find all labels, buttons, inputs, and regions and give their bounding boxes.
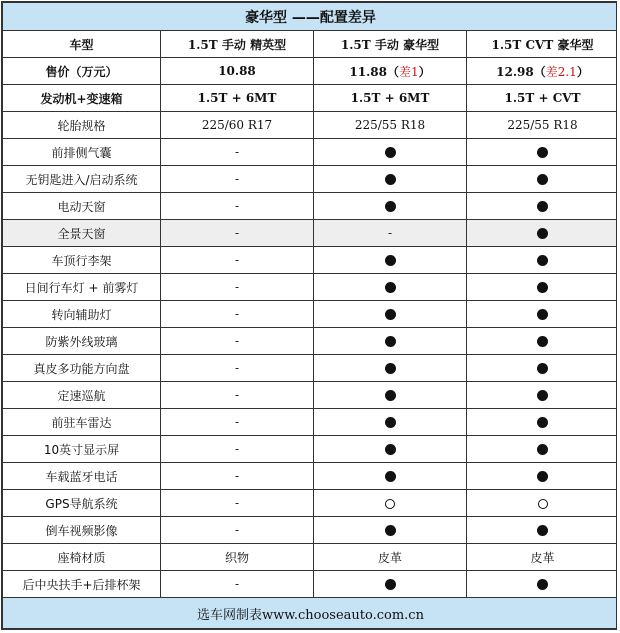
feature-name: GPS导航系统 — [3, 490, 161, 517]
feature-value — [314, 301, 467, 328]
standard-dot-icon — [537, 579, 548, 590]
standard-dot-icon — [537, 174, 548, 185]
standard-dot-icon — [537, 363, 548, 374]
feature-value — [314, 571, 467, 598]
table-row — [3, 463, 618, 490]
price-cell: 11.88（差1） — [314, 58, 467, 85]
feature-name: 后中央扶手+后排杯架 — [3, 571, 161, 598]
standard-dot-icon — [537, 282, 548, 293]
feature-value — [314, 139, 467, 166]
model-name: 1.5T 手动 豪华型 — [314, 31, 467, 58]
price-value: 12.98 — [496, 64, 534, 79]
table-title-row — [3, 3, 618, 31]
table-row — [3, 112, 618, 139]
feature-value — [467, 409, 618, 436]
feature-name: 定速巡航 — [3, 382, 161, 409]
standard-dot-icon — [537, 390, 548, 401]
feature-value — [314, 166, 467, 193]
feature-value: 皮革 — [467, 544, 618, 571]
feature-value: - — [161, 517, 314, 544]
table-row — [3, 355, 618, 382]
feature-value: 225/60 R17 — [161, 112, 314, 139]
table-row — [3, 436, 618, 463]
model-name: 1.5T CVT 豪华型 — [467, 31, 618, 58]
table-row — [3, 328, 618, 355]
config-comparison-table — [2, 2, 617, 629]
standard-dot-icon — [385, 309, 396, 320]
standard-dot-icon — [385, 336, 396, 347]
feature-name: 全景天窗 — [3, 220, 161, 247]
standard-dot-icon — [537, 228, 548, 239]
feature-value — [314, 382, 467, 409]
table-row — [3, 166, 618, 193]
feature-name: 车载蓝牙电话 — [3, 463, 161, 490]
standard-dot-icon — [537, 201, 548, 212]
model-name: 1.5T 手动 精英型 — [161, 31, 314, 58]
feature-value — [314, 328, 467, 355]
powertrain-value: 1.5T + CVT — [467, 85, 618, 112]
feature-name: 无钥匙进入/启动系统 — [3, 166, 161, 193]
footer-credit: 选车网制表www.chooseauto.com.cn — [3, 598, 618, 629]
feature-name: 轮胎规格 — [3, 112, 161, 139]
feature-value: 皮革 — [314, 544, 467, 571]
table-row — [3, 301, 618, 328]
feature-value: - — [161, 166, 314, 193]
optional-circle-icon — [538, 499, 548, 509]
feature-value — [467, 517, 618, 544]
feature-name: 日间行车灯 + 前雾灯 — [3, 274, 161, 301]
table-row — [3, 382, 618, 409]
standard-dot-icon — [385, 363, 396, 374]
standard-dot-icon — [537, 147, 548, 158]
feature-value — [467, 166, 618, 193]
table-row — [3, 571, 618, 598]
comparison-frame — [1, 1, 617, 630]
feature-value — [467, 220, 618, 247]
table-row — [3, 490, 618, 517]
powertrain-value: 1.5T + 6MT — [161, 85, 314, 112]
feature-value: - — [161, 382, 314, 409]
feature-name: 10英寸显示屏 — [3, 436, 161, 463]
feature-value — [467, 463, 618, 490]
feature-value — [314, 436, 467, 463]
feature-value: - — [161, 436, 314, 463]
feature-value — [314, 463, 467, 490]
feature-name: 车顶行李架 — [3, 247, 161, 274]
feature-value — [467, 436, 618, 463]
optional-circle-icon — [385, 499, 395, 509]
feature-name: 真皮多功能方向盘 — [3, 355, 161, 382]
feature-value — [314, 409, 467, 436]
price-diff: 差2.1 — [545, 64, 577, 79]
price-label: 售价（万元） — [3, 58, 161, 85]
feature-name: 防紫外线玻璃 — [3, 328, 161, 355]
feature-value — [467, 382, 618, 409]
standard-dot-icon — [537, 444, 548, 455]
standard-dot-icon — [537, 525, 548, 536]
feature-value: 225/55 R18 — [314, 112, 467, 139]
feature-value: - — [161, 247, 314, 274]
price-cell — [161, 58, 314, 85]
model-header-label: 车型 — [3, 31, 161, 58]
feature-value — [314, 274, 467, 301]
feature-value: - — [161, 571, 314, 598]
standard-dot-icon — [385, 201, 396, 212]
feature-value: - — [314, 220, 467, 247]
feature-value: - — [161, 490, 314, 517]
standard-dot-icon — [385, 147, 396, 158]
standard-dot-icon — [385, 174, 396, 185]
standard-dot-icon — [385, 471, 396, 482]
feature-value — [314, 490, 467, 517]
feature-value: - — [161, 301, 314, 328]
feature-value: - — [161, 463, 314, 490]
feature-value — [314, 193, 467, 220]
price-cell: 12.98（差2.1） — [467, 58, 618, 85]
standard-dot-icon — [385, 282, 396, 293]
feature-value — [467, 247, 618, 274]
feature-value — [314, 517, 467, 544]
feature-value — [467, 571, 618, 598]
feature-value — [467, 193, 618, 220]
standard-dot-icon — [385, 579, 396, 590]
feature-value — [467, 355, 618, 382]
model-header-row — [3, 31, 618, 58]
table-row — [3, 274, 618, 301]
standard-dot-icon — [385, 390, 396, 401]
feature-name: 转向辅助灯 — [3, 301, 161, 328]
standard-dot-icon — [385, 444, 396, 455]
price-value: 11.88 — [349, 64, 387, 79]
feature-value — [467, 328, 618, 355]
table-title: 豪华型 ——配置差异 — [3, 3, 618, 31]
table-row — [3, 517, 618, 544]
feature-value: - — [161, 274, 314, 301]
feature-name: 电动天窗 — [3, 193, 161, 220]
footer-row — [3, 598, 618, 629]
table-row — [3, 139, 618, 166]
feature-value — [467, 301, 618, 328]
feature-name: 前排侧气囊 — [3, 139, 161, 166]
standard-dot-icon — [385, 417, 396, 428]
feature-value: - — [161, 355, 314, 382]
table-row — [3, 247, 618, 274]
table-row — [3, 409, 618, 436]
feature-value — [467, 490, 618, 517]
standard-dot-icon — [537, 417, 548, 428]
standard-dot-icon — [537, 255, 548, 266]
standard-dot-icon — [537, 309, 548, 320]
powertrain-value: 1.5T + 6MT — [314, 85, 467, 112]
feature-value: 225/55 R18 — [467, 112, 618, 139]
feature-value — [314, 247, 467, 274]
price-value: 10.88 — [218, 64, 256, 78]
standard-dot-icon — [537, 336, 548, 347]
feature-name: 倒车视频影像 — [3, 517, 161, 544]
price-row — [3, 58, 618, 85]
feature-value: - — [161, 139, 314, 166]
feature-value: 织物 — [161, 544, 314, 571]
table-row — [3, 220, 618, 247]
table-row — [3, 193, 618, 220]
powertrain-label: 发动机+变速箱 — [3, 85, 161, 112]
feature-value: - — [161, 328, 314, 355]
feature-value — [467, 139, 618, 166]
standard-dot-icon — [385, 525, 396, 536]
standard-dot-icon — [385, 255, 396, 266]
feature-name: 座椅材质 — [3, 544, 161, 571]
powertrain-row — [3, 85, 618, 112]
feature-value: - — [161, 220, 314, 247]
standard-dot-icon — [537, 471, 548, 482]
feature-value: - — [161, 193, 314, 220]
feature-value — [467, 274, 618, 301]
feature-value — [314, 355, 467, 382]
price-diff: 差1 — [398, 64, 419, 79]
feature-value: - — [161, 409, 314, 436]
feature-name: 前驻车雷达 — [3, 409, 161, 436]
table-row — [3, 544, 618, 571]
